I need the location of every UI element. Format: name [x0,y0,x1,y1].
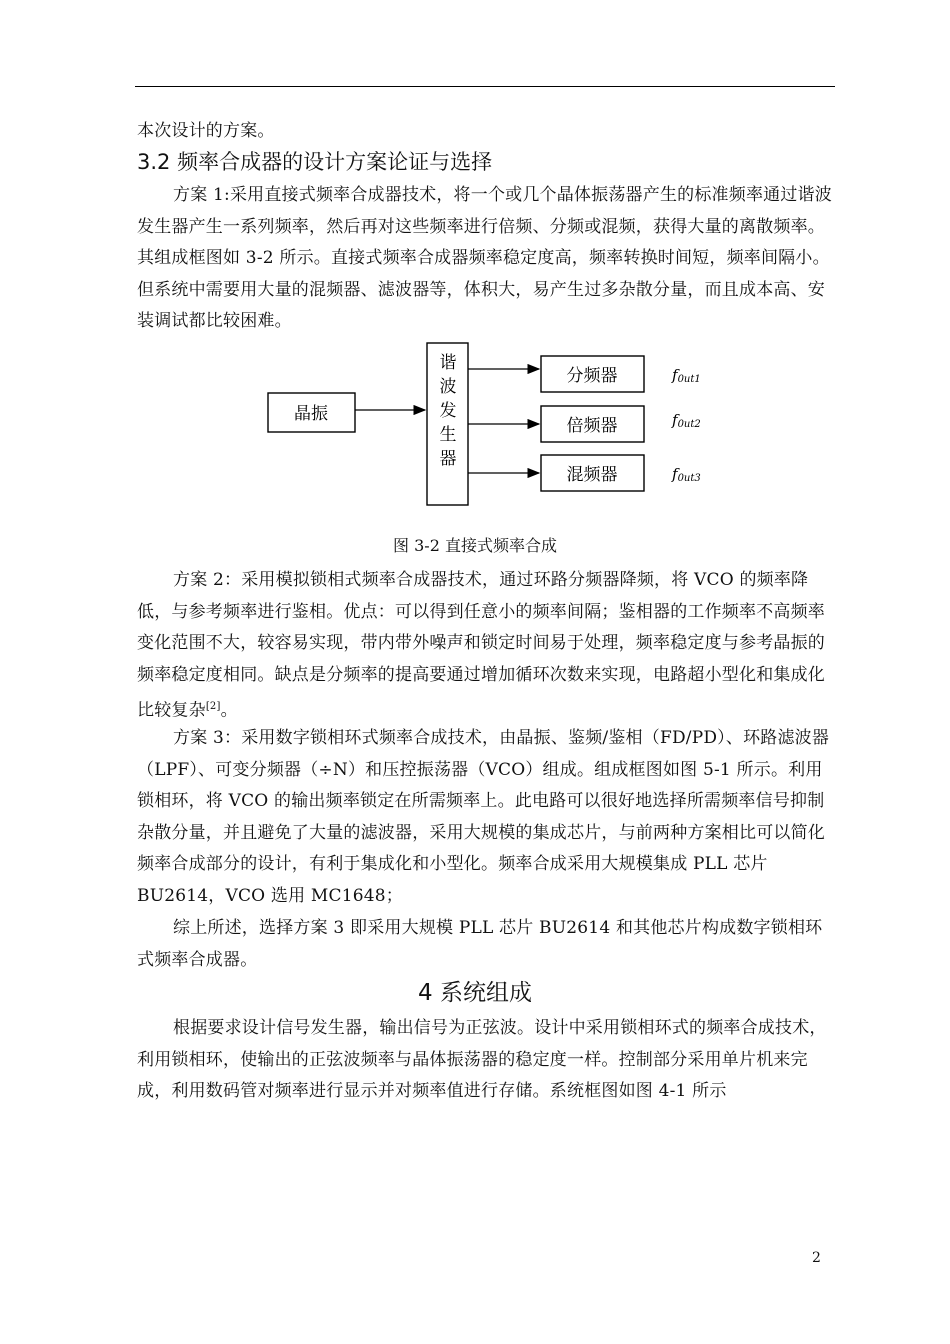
output-sub-2: 0ut2 [677,419,701,430]
output-sub-1: 0ut1 [677,374,701,385]
figure-caption: 图 3-2 直接式频率合成 [393,536,557,555]
scheme2-text: 方案 2：采用模拟锁相式频率合成器技术，通过环路分频器降频，将 VCO 的频率降低，与参考频率进行鉴相。优点：可以得到任意小的频率间隔；鉴相器的工作频率不高频率变化范围不大，较容易实现，带内带外噪声和锁定时间易于处理，频率稳定度与参考晶振的频率稳定度相同。缺点是分频率的提高要通过增加循环次数来实现，电路超小型化和集成化比较复杂 [137,570,825,721]
intro-line: 本次设计的方案。 [137,121,275,141]
scheme2-end: 。 [220,700,238,721]
section-3-2-number: 3.2 [137,150,171,174]
output-label-3 [671,465,701,484]
citation-ref: [2] [205,701,221,712]
harmonic-char-1: 谐 [439,353,457,373]
mixer-label: 混频器 [566,465,618,485]
harmonic-char-5: 器 [439,449,457,469]
output-f-2: f [672,411,678,429]
output-label-1 [671,366,701,385]
output-f-1: f [672,366,678,384]
page-number: 2 [812,1250,821,1266]
divider-label: 分频器 [566,366,618,386]
section-4-title: 系统组成 [439,980,532,1006]
crystal-label: 晶振 [294,404,328,424]
harmonic-char-2: 波 [439,377,457,397]
section-4-heading [0,974,950,1007]
harmonic-char-3: 发 [439,401,457,421]
summary-paragraph: 综上所述，选择方案 3 即采用大规模 PLL 芯片 BU2614 和其他芯片构成数字锁相环式频率合成器。 [137,918,823,970]
scheme3-paragraph: 方案 3：采用数字锁相环式频率合成技术，由晶振、鉴频/鉴相（FD/PD）、环路滤波器（LPF）、可变分频器（÷N）和压控振荡器（VCO）组成。组成框图如图 5-1 所示。利用锁相环，将 VCO 的输出频率锁定在所需频率上。此电路可以很好地选择所需频率信号抑制杂散分量，并且避免了大量的滤波器，采用大规模的集成芯片，与前两种方案相比可以简化频率合成部分的设计，有利于集成化和小型化。频率合成采用大规模集成 PLL 芯片 BU2614，VCO 选用 MC1648； [137,728,830,906]
section4-paragraph: 根据要求设计信号发生器，输出信号为正弦波。设计中采用锁相环式的频率合成技术，利用锁相环，使输出的正弦波频率与晶体振荡器的稳定度一样。控制部分采用单片机来完成，利用数码管对频率进行显示并对频率值进行存储。系统框图如图 4-1 所示 [137,1018,827,1101]
scheme2-paragraph [137,565,837,727]
output-sub-3: 0ut3 [677,473,701,484]
section-3-2-title: 频率合成器的设计方案论证与选择 [177,150,493,174]
output-label-2 [671,411,701,430]
multiplier-label: 倍频器 [566,416,618,436]
output-f-3: f [672,465,678,483]
section-4-number: 4 [418,980,433,1006]
harmonic-char-4: 生 [439,425,457,445]
scheme1-paragraph: 方案 1:采用直接式频率合成器技术，将一个或几个晶体振荡器产生的标准频率通过谐波发生器产生一系列频率，然后再对这些频率进行倍频、分频或混频，获得大量的离散频率。其组成框图如 3-2 所示。直接式频率合成器频率稳定度高，频率转换时间短，频率间隔小。但系统中需要用大量的混频器、滤波器等，体积大，易产生过多杂散分量，而且成本高、安装调试都比较困难。 [137,185,832,331]
